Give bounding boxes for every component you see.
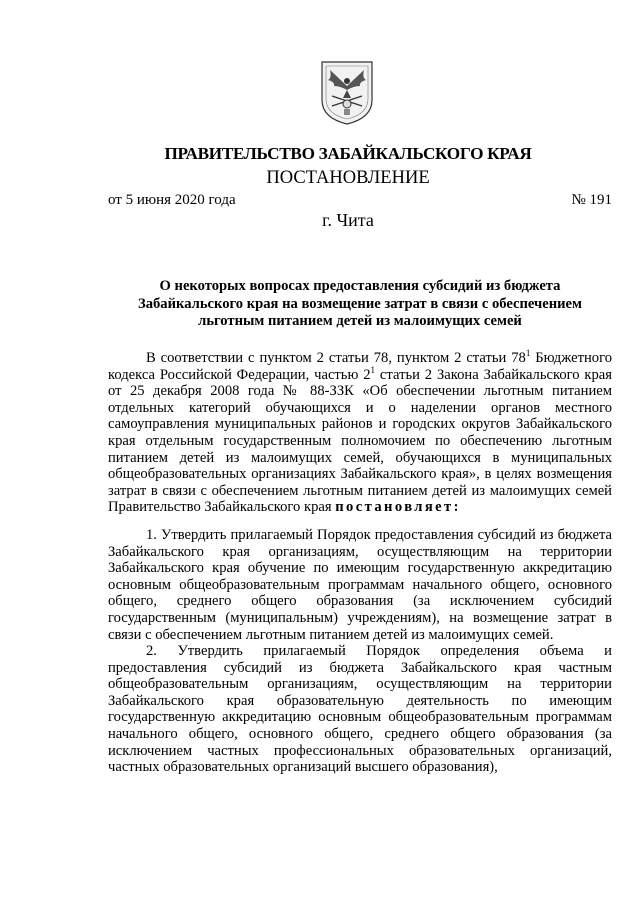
- preamble-paragraph: [108, 350, 612, 516]
- document-type: ПОСТАНОВЛЕНИЕ: [266, 168, 430, 188]
- coat-of-arms-emblem: [318, 56, 376, 126]
- document-date: от 5 июня 2020 года: [108, 192, 236, 208]
- item-2-paragraph: 2. Утвердить прилагаемый Порядок определения объема и предоставления субсидий из бюджета Забайкальского края частным общеобразовательным организациям, осуществляющим на территории Забайкальского края образовательную деятельность по имеющим государственную аккредитацию основным общеобразовательным программам начального общего, основного общего, среднего общего образования (за исключением частных профессиональных образовательных организаций, частных образовательных организаций высшего образования),: [108, 643, 612, 776]
- preamble-text-3: статьи 2 Закона Забайкальского края от 25 декабря 2008 года № 88-ЗЗК «Об обеспечении льготным питанием отдельных категорий обучающихся и о наделении органов местного самоуправления муниципальных районов и городских округов Забайкальского края отдельным государственным полномочием по обеспечению льготным питанием детей из малоимущих семей, обучающихся в муниципальных общеобразовательных организациях Забайкальского края», в целях возмещения затрат в связи с обеспечением льготным питанием детей из малоимущих семей Правительство Забайкальского края: [108, 366, 612, 516]
- resolves-word: постановляет:: [335, 499, 461, 516]
- superscript-1: 1: [525, 348, 531, 358]
- superscript-2: 1: [370, 364, 376, 375]
- document-number: № 191: [571, 192, 612, 208]
- preamble-text-2: Бюджетного кодекса Российской Федерации, частью 2: [108, 350, 613, 383]
- item-1-paragraph: 1. Утвердить прилагаемый Порядок предоставления субсидий из бюджета Забайкальского края организациям, осуществляющим на территории Забайкальского края обучение по имеющим государственную аккредитацию основным общеобразовательным программам начального общего, основного общего, среднего общего образования (за исключением субсидий государственным (муниципальным) учреждениям), на возмещение затрат в связи с обеспечением льготным питанием детей из малоимущих семей.: [108, 526, 612, 643]
- document-city: г. Чита: [322, 210, 374, 230]
- government-name: ПРАВИТЕЛЬСТВО ЗАБАЙКАЛЬСКОГО КРАЯ: [164, 144, 532, 163]
- preamble-text-1: В соответствии с пунктом 2 статьи 78, пунктом 2 статьи 78: [146, 350, 526, 366]
- document-subject: О некоторых вопросах предоставления субсидий из бюджета Забайкальского края на возмещение затрат в связи с обеспечением льготным питанием детей из малоимущих семей: [138, 278, 582, 330]
- document-body: [108, 350, 612, 776]
